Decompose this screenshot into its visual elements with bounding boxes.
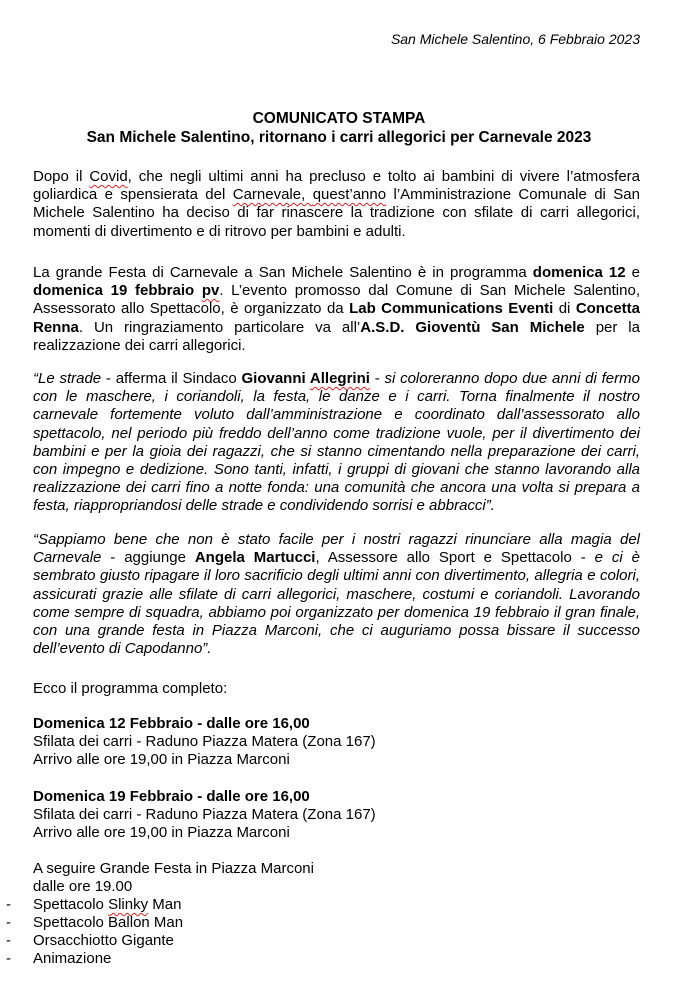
- spellcheck-word: Slinky: [108, 896, 149, 913]
- list-item: Spettacolo Ballon Man: [33, 914, 184, 931]
- spellcheck-word: quest’anno: [312, 186, 387, 204]
- list-item: Orsacchiotto Gigante: [33, 932, 174, 949]
- list-bullet: -: [6, 932, 11, 949]
- paragraph-assessor-quote: “Sappiamo bene che non è stato facile per i nostri ragazzi rinunciare alla magia del Carnevale - aggiunge Angela Martucci, Assessore allo Sport e Spettacolo - e ci è sembrato giusto ripagare il loro sacrificio degli ultimi anni con divertimento, allegria e colori, assicurati grazie alle sfilate di carri allegorici, maschere, costumi e coriandoli. Lavorando come sempre di squadra, abbiamo poi organizzato per domenica 19 febbraio il gran finale, con una grande festa in Piazza Marconi, che ci auguriamo possa bissare il successo dell’evento di Capodanno”.: [33, 531, 640, 658]
- spellcheck-word: Carnevale,: [232, 186, 313, 204]
- paragraph-mayor-quote: “Le strade - afferma il Sindaco Giovanni Allegrini - si coloreranno dopo due anni di fermo con le maschere, i coriandoli, la festa, le danze e i carri. Torna finalmente il nostro carnevale fortemente voluto dall’amministrazione e coordinato dall’assessorato allo spettacolo, nel periodo più freddo dell’anno come tradizione vuole, per il divertimento dei bambini e per la gioia dei ragazzi, che si stanno cimentando nella preparazione dei carri, con impegno e dedizione. Sono tanti, infatti, i gruppi di giovani che stanno lavorando alla realizzazione dei carri fino a notte fonda: una comunità che ancora una volta si prepara a festa, riappropriandosi delle strade e condividendo sorrisi e abbracci”.: [33, 370, 640, 515]
- list-bullet: -: [6, 914, 11, 931]
- list-item: Animazione: [33, 950, 112, 967]
- paragraph-event-details: La grande Festa di Carnevale a San Michele Salentino è in programma domenica 12 e domenica 19 febbraio pv. L’evento promosso dal Comune di San Michele Salentino, Assessorato allo Spettacolo, è organizzato da Lab Communications Eventi di Concetta Renna. Un ringraziamento particolare va all’A.S.D. Gioventù San Michele per la realizzazione dei carri allegorici.: [33, 264, 640, 354]
- program-after-line2: dalle ore 19.00: [33, 878, 133, 895]
- dateline: San Michele Salentino, 6 Febbraio 2023: [390, 31, 640, 47]
- program-intro: Ecco il programma completo:: [33, 680, 228, 697]
- program-after-line1: A seguire Grande Festa in Piazza Marconi: [33, 860, 314, 877]
- spellcheck-word: Covid: [89, 168, 128, 185]
- program-day1-line2: Arrivo alle ore 19,00 in Piazza Marconi: [33, 751, 290, 768]
- program-day1-line1: Sfilata dei carri - Raduno Piazza Matera (Zona 167): [33, 733, 376, 750]
- press-release-subtitle: San Michele Salentino, ritornano i carri allegorici per Carnevale 2023: [86, 129, 592, 146]
- press-release-title: COMUNICATO STAMPA: [252, 110, 426, 127]
- list-bullet: -: [6, 950, 11, 967]
- spellcheck-word: pv: [201, 282, 220, 300]
- program-day2-line1: Sfilata dei carri - Raduno Piazza Matera (Zona 167): [33, 806, 376, 823]
- program-day2-line2: Arrivo alle ore 19,00 in Piazza Marconi: [33, 824, 290, 841]
- spellcheck-word: Allegrini: [309, 370, 370, 387]
- program-day2-heading: Domenica 19 Febbraio - dalle ore 16,00: [33, 788, 310, 805]
- program-day1-heading: Domenica 12 Febbraio - dalle ore 16,00: [33, 715, 310, 732]
- list-bullet: -: [6, 896, 11, 913]
- paragraph-intro: Dopo il Covid, che negli ultimi anni ha precluso e tolto ai bambini di vivere l’atmosfera goliardica e spensierata del Carnevale, quest’anno l’Amministrazione Comunale di San Michele Salentino ha deciso di far rinascere la tradizione con sfilate di carri allegorici, momenti di divertimento e di ritrovo per bambini e adulti.: [33, 168, 640, 240]
- list-item: Spettacolo Slinky Man: [33, 896, 182, 913]
